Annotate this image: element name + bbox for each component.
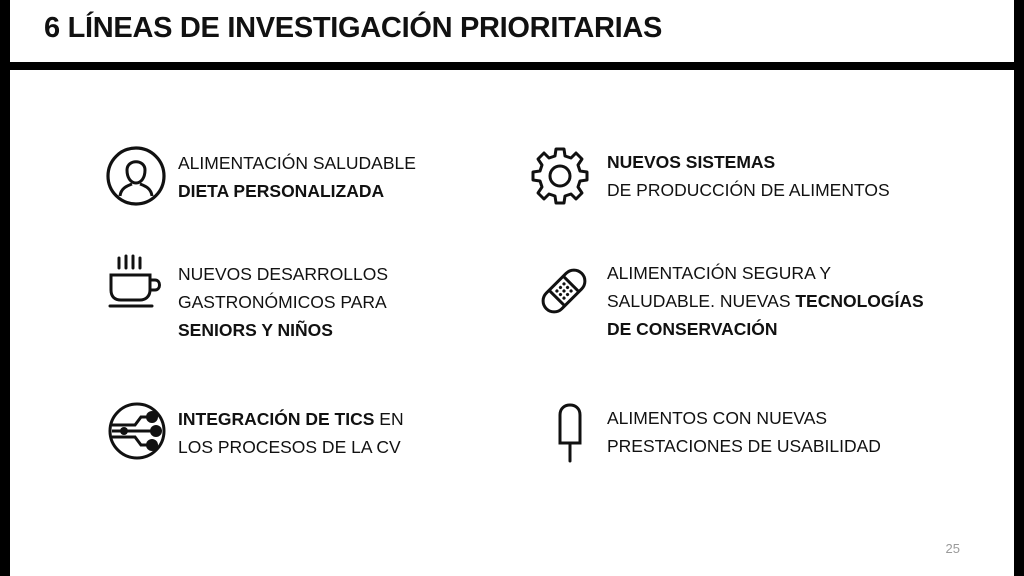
item-line: DE PRODUCCIÓN DE ALIMENTOS [607,180,890,200]
item-line: ALIMENTACIÓN SEGURA Y [607,263,831,283]
page-number: 25 [945,541,960,556]
item-text [178,149,416,205]
item-line-mixed [178,405,404,433]
item-line-part-bold: INTEGRACIÓN DE TICS [178,409,375,429]
item-text [178,405,404,461]
item-line-bold: DIETA PERSONALIZADA [178,181,385,201]
item-text [178,260,388,344]
item-line: LOS PROCESOS DE LA CV [178,437,401,457]
item-text [607,259,924,343]
slide-content [10,70,1014,576]
item-line-part-bold: TECNOLOGÍAS [795,291,924,311]
item-line-part: EN [374,409,404,429]
bandage-icon [536,263,592,319]
item-line: ALIMENTACIÓN SALUDABLE [178,153,416,173]
hot-cup-icon [106,254,164,308]
item-line: GASTRONÓMICOS PARA [178,292,387,312]
circuit-icon [107,401,167,461]
title-bar [10,0,1014,62]
person-icon [105,145,167,207]
item-line: ALIMENTOS CON NUEVAS [607,408,828,428]
slide-title: 6 LÍNEAS DE INVESTIGACIÓN PRIORITARIAS [44,12,663,44]
item-line-bold: DE CONSERVACIÓN [607,319,778,339]
popsicle-icon [557,403,583,465]
item-line-bold: NUEVOS SISTEMAS [607,152,776,172]
item-line-part: SALUDABLE. NUEVAS [607,291,796,311]
item-line: NUEVOS DESARROLLOS [178,264,389,284]
gear-icon [529,145,591,207]
item-line-mixed [607,287,924,315]
item-text [607,148,890,204]
item-line-bold: SENIORS Y NIÑOS [178,320,333,340]
item-text [607,404,881,460]
item-line: PRESTACIONES DE USABILIDAD [607,436,881,456]
